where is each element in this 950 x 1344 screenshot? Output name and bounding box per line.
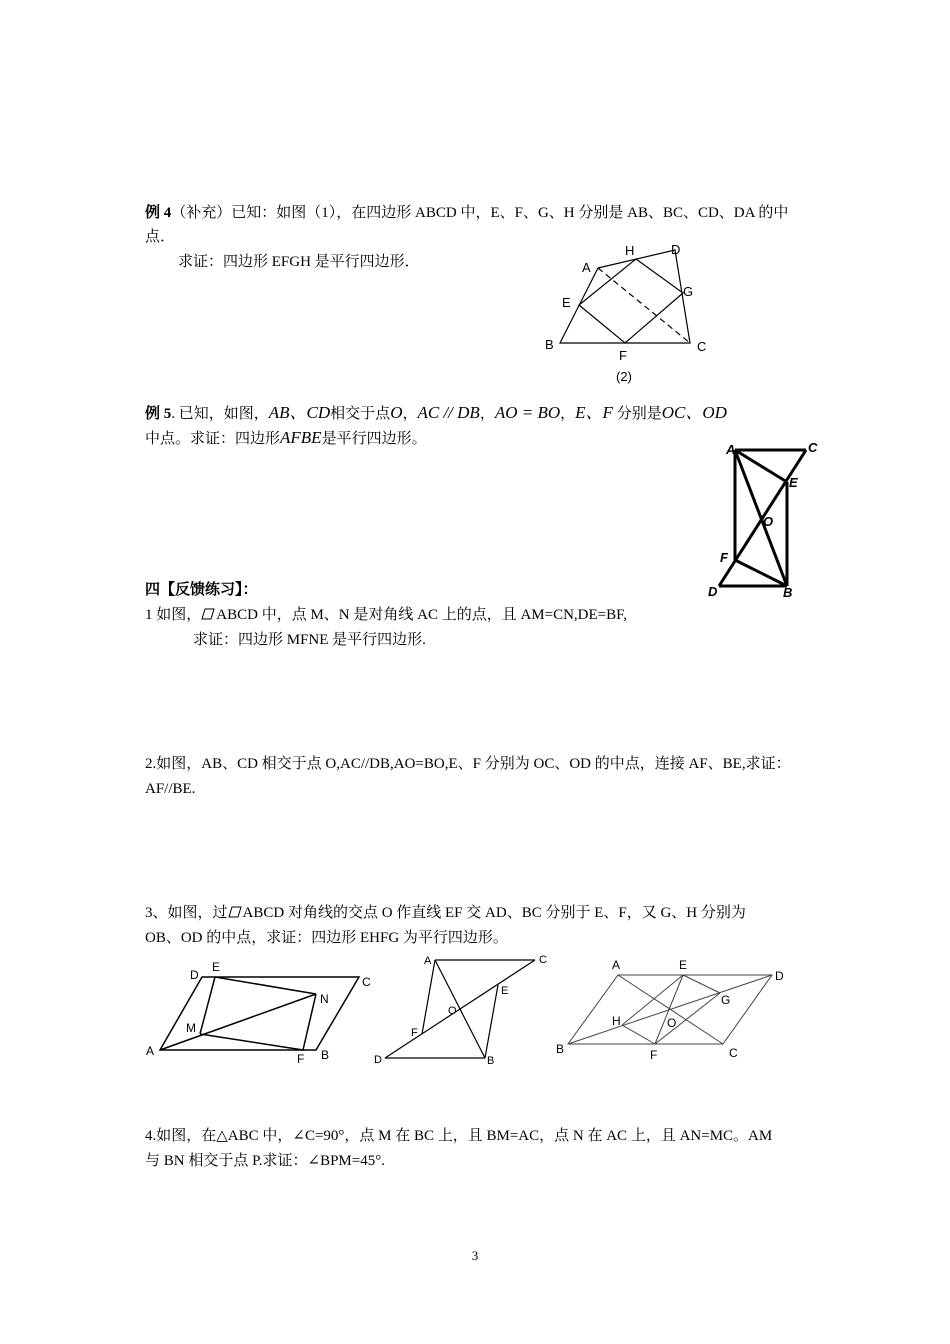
segment-nf bbox=[303, 994, 316, 1050]
problem1-figure bbox=[140, 955, 380, 1070]
label-o: O bbox=[763, 514, 774, 529]
label-a: A bbox=[582, 260, 591, 275]
p3-line2: OB、OD 的中点，求证：四边形 EHFG 为平行四边形。 bbox=[145, 930, 508, 946]
segment-ge bbox=[683, 975, 720, 993]
section4-heading: 四【反馈练习】： bbox=[145, 582, 258, 598]
segment-fm bbox=[200, 1034, 303, 1050]
label-o: O bbox=[448, 1005, 457, 1017]
ex5-figure bbox=[700, 436, 820, 602]
label-e: E bbox=[212, 960, 221, 974]
label-e: E bbox=[562, 295, 571, 310]
p3-text-b: ABCD 对角线的交点 O 作直线 EF 交 AD、BC 分别于 E、F，又 G、H 分别为 bbox=[242, 905, 746, 921]
label-h: H bbox=[612, 1014, 621, 1028]
label-g: G bbox=[721, 993, 731, 1007]
problem2-figure bbox=[370, 948, 560, 1072]
ex5-math-equal: AO = BO bbox=[494, 403, 561, 422]
p1-line2: 求证：四边形 MFNE 是平行四边形. bbox=[193, 632, 426, 648]
diagonal-ac bbox=[160, 994, 316, 1050]
label-e: E bbox=[501, 985, 509, 997]
label-e: E bbox=[789, 475, 798, 490]
label-d: D bbox=[190, 968, 199, 982]
label-f: F bbox=[650, 1048, 658, 1062]
label-c: C bbox=[539, 954, 547, 966]
ex5-text-b: 相交于点 bbox=[330, 406, 391, 422]
figure-caption: (2) bbox=[616, 369, 632, 384]
ex5-text-a: . 已知，如图， bbox=[171, 406, 269, 422]
parallelogram-icon bbox=[228, 906, 242, 918]
label-f: F bbox=[720, 550, 728, 565]
segment-cd bbox=[385, 960, 535, 1058]
label-c: C bbox=[808, 440, 818, 455]
ex5-sep-1: ， bbox=[402, 406, 418, 422]
ex4-label: 例 4 bbox=[145, 205, 172, 221]
ex5-sep-2: ， bbox=[479, 406, 495, 422]
segment-fg bbox=[655, 993, 720, 1044]
label-m: M bbox=[186, 1021, 196, 1035]
p1-text-a: 1 如图， bbox=[145, 607, 202, 623]
ex4-figure bbox=[540, 238, 720, 388]
p3-text-a: 3、如图，过 bbox=[145, 905, 228, 921]
label-a: A bbox=[146, 1044, 155, 1058]
segment-eb bbox=[485, 985, 498, 1058]
ex5-line1 bbox=[145, 403, 727, 424]
quad-efgh bbox=[579, 259, 683, 343]
label-b: B bbox=[321, 1048, 330, 1062]
p1-line1 bbox=[145, 605, 627, 625]
ex4-prove: 求证：四边形 EFGH 是平行四边形． bbox=[178, 254, 420, 270]
label-f: F bbox=[619, 348, 627, 363]
label-a: A bbox=[424, 955, 432, 967]
label-a: A bbox=[726, 442, 736, 457]
ex5-label: 例 5 bbox=[145, 406, 172, 422]
ex5-sep-3: ， bbox=[560, 406, 576, 422]
label-f: F bbox=[297, 1052, 305, 1066]
label-d: D bbox=[671, 242, 681, 257]
label-b: B bbox=[545, 337, 554, 352]
ex5-text-d: 中点。求证：四边形 bbox=[145, 431, 281, 447]
p3-line1 bbox=[145, 903, 746, 923]
label-b: B bbox=[556, 1042, 565, 1056]
ex5-text-e: 是平行四边形。 bbox=[321, 431, 427, 447]
label-n: N bbox=[320, 992, 329, 1006]
label-c: C bbox=[729, 1046, 738, 1060]
label-o: O bbox=[667, 1016, 677, 1030]
label-b: B bbox=[783, 585, 793, 600]
quad-abcd bbox=[560, 250, 690, 343]
segment-ae bbox=[735, 450, 787, 482]
p1-text-b: ABCD 中，点 M、N 是对角线 AC 上的点，且 AM=CN,DE=BF, bbox=[216, 607, 628, 623]
ex4-text: （补充）已知：如图（1），在四边形 ABCD 中，E、F、G、H 分别是 AB、BC、CD、DA 的中 bbox=[171, 205, 789, 221]
segment-af bbox=[422, 960, 435, 1034]
p4-line2: 与 BN 相交于点 P.求证：∠BPM=45°. bbox=[145, 1153, 385, 1169]
p4-line1: 4.如图，在△ABC 中，∠C=90°，点 M 在 BC 上，且 BM=AC，点 N 在 AC 上，且 AN=MC。AM bbox=[145, 1128, 773, 1144]
page-number: 3 bbox=[471, 1248, 479, 1263]
label-e: E bbox=[679, 958, 688, 972]
label-c: C bbox=[697, 339, 707, 354]
label-b: B bbox=[487, 1055, 495, 1067]
label-c: C bbox=[362, 975, 371, 989]
label-f: F bbox=[411, 1027, 418, 1039]
p2-line1: 2.如图，AB、CD 相交于点 O,AC//DB,AO=BO,E、F 分别为 OC、OD 的中点，连接 AF、BE,求证： bbox=[145, 756, 791, 772]
ex5-line2 bbox=[145, 428, 427, 449]
ex5-math-o: O bbox=[390, 403, 403, 422]
ex5-math-afbe: AFBE bbox=[280, 428, 322, 447]
ex5-math-ef: E、F bbox=[575, 403, 613, 422]
problem3-figure bbox=[550, 955, 800, 1070]
parallelogram-icon bbox=[201, 608, 215, 620]
ex5-math-oc-od: OC、OD bbox=[661, 403, 727, 422]
segment-hf bbox=[622, 1025, 655, 1044]
label-d: D bbox=[775, 969, 784, 983]
label-h: H bbox=[625, 243, 635, 258]
segment-en bbox=[215, 977, 316, 994]
ex5-math-parallel: AC // DB bbox=[417, 403, 480, 422]
segment-me bbox=[200, 977, 215, 1034]
ex5-text-c: 分别是 bbox=[612, 406, 662, 422]
p2-line2: AF//BE. bbox=[145, 781, 196, 797]
ex5-math-ab-cd: AB、CD bbox=[268, 403, 331, 422]
label-g: G bbox=[683, 284, 694, 299]
label-d: D bbox=[374, 1054, 382, 1066]
label-a: A bbox=[612, 958, 621, 972]
label-d: D bbox=[708, 584, 718, 599]
ex4-line2: 点． bbox=[145, 229, 176, 245]
ex4-line1 bbox=[145, 203, 788, 223]
